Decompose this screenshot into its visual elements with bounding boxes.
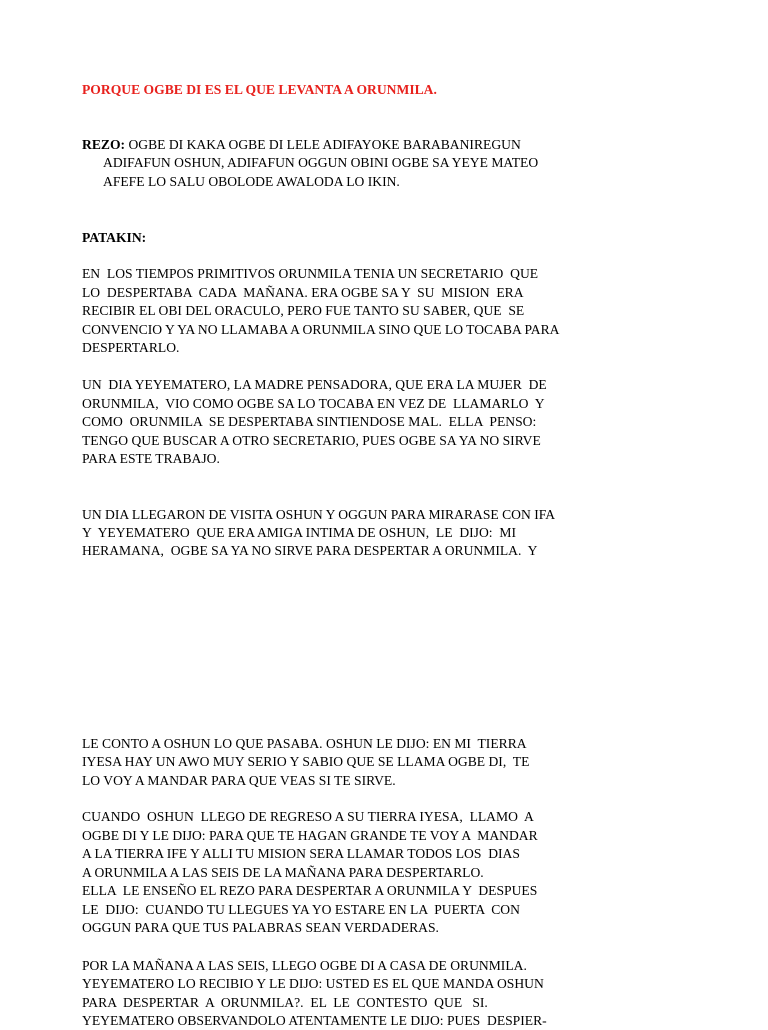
paragraph-line: LE CONTO A OSHUN LO QUE PASABA. OSHUN LE DIJO: EN MI TIERRA [82, 736, 527, 751]
paragraph-line: DESPERTARLO. [82, 340, 180, 355]
rezo-label: REZO: [82, 137, 126, 152]
paragraph-line: COMO ORUNMILA SE DESPERTABA SINTIENDOSE MAL. ELLA PENSO: [82, 414, 537, 429]
paragraph-line: HERAMANA, OGBE SA YA NO SIRVE PARA DESPERTAR A ORUNMILA. Y [82, 543, 538, 558]
paragraph-line: YEYEMATERO LO RECIBIO Y LE DIJO: USTED ES EL QUE MANDA OSHUN [82, 976, 544, 991]
paragraph-line: OGGUN PARA QUE TUS PALABRAS SEAN VERDADERAS. [82, 920, 439, 935]
paragraph-line: CUANDO OSHUN LLEGO DE REGRESO A SU TIERRA IYESA, LLAMO A [82, 809, 534, 824]
paragraph-line: LO VOY A MANDAR PARA QUE VEAS SI TE SIRVE. [82, 773, 396, 788]
paragraph-line: OGBE DI Y LE DIJO: PARA QUE TE HAGAN GRANDE TE VOY A MANDAR [82, 828, 538, 843]
rezo-text: OGBE DI KAKA OGBE DI LELE ADIFAYOKE BARABANIREGUN [125, 137, 521, 152]
patakin-heading: PATAKIN: [82, 230, 147, 245]
paragraph-line: PARA DESPERTAR A ORUNMILA?. EL LE CONTESTO QUE SI. [82, 995, 488, 1010]
paragraph-line: POR LA MAÑANA A LAS SEIS, LLEGO OGBE DI A CASA DE ORUNMILA. [82, 958, 527, 973]
rezo-line-3: AFEFE LO SALU OBOLODE AWALODA LO IKIN. [103, 174, 400, 189]
paragraph-line: LO DESPERTABA CADA MAÑANA. ERA OGBE SA Y SU MISION ERA [82, 285, 524, 300]
rezo-line-2: ADIFAFUN OSHUN, ADIFAFUN OGGUN OBINI OGBE SA YEYE MATEO [103, 155, 539, 170]
paragraph-line: UN DIA YEYEMATERO, LA MADRE PENSADORA, QUE ERA LA MUJER DE [82, 377, 547, 392]
paragraph-line: ORUNMILA, VIO COMO OGBE SA LO TOCABA EN VEZ DE LLAMARLO Y [82, 396, 545, 411]
rezo-line-1 [82, 136, 521, 154]
paragraph-line: EN LOS TIEMPOS PRIMITIVOS ORUNMILA TENIA UN SECRETARIO QUE [82, 266, 539, 281]
paragraph-line: ELLA LE ENSEÑO EL REZO PARA DESPERTAR A ORUNMILA Y DESPUES [82, 883, 538, 898]
paragraph-line: Y YEYEMATERO QUE ERA AMIGA INTIMA DE OSHUN, LE DIJO: MI [82, 525, 516, 540]
paragraph-line: LE DIJO: CUANDO TU LLEGUES YA YO ESTARE EN LA PUERTA CON [82, 902, 520, 917]
paragraph-line: A ORUNMILA A LAS SEIS DE LA MAÑANA PARA DESPERTARLO. [82, 865, 484, 880]
paragraph-line: CONVENCIO Y YA NO LLAMABA A ORUNMILA SINO QUE LO TOCABA PARA [82, 322, 560, 337]
paragraph-line: PARA ESTE TRABAJO. [82, 451, 220, 466]
paragraph-line: IYESA HAY UN AWO MUY SERIO Y SABIO QUE SE LLAMA OGBE DI, TE [82, 754, 530, 769]
paragraph-line: UN DIA LLEGARON DE VISITA OSHUN Y OGGUN PARA MIRARASE CON IFA [82, 507, 556, 522]
paragraph-line: A LA TIERRA IFE Y ALLI TU MISION SERA LLAMAR TODOS LOS DIAS [82, 846, 520, 861]
paragraph-line: YEYEMATERO OBSERVANDOLO ATENTAMENTE LE DIJO: PUES DESPIER- [82, 1013, 547, 1028]
paragraph-line: TENGO QUE BUSCAR A OTRO SECRETARIO, PUES OGBE SA YA NO SIRVE [82, 433, 541, 448]
paragraph-line: RECIBIR EL OBI DEL ORACULO, PERO FUE TANTO SU SABER, QUE SE [82, 303, 525, 318]
document-title: PORQUE OGBE DI ES EL QUE LEVANTA A ORUNMILA. [82, 82, 437, 97]
